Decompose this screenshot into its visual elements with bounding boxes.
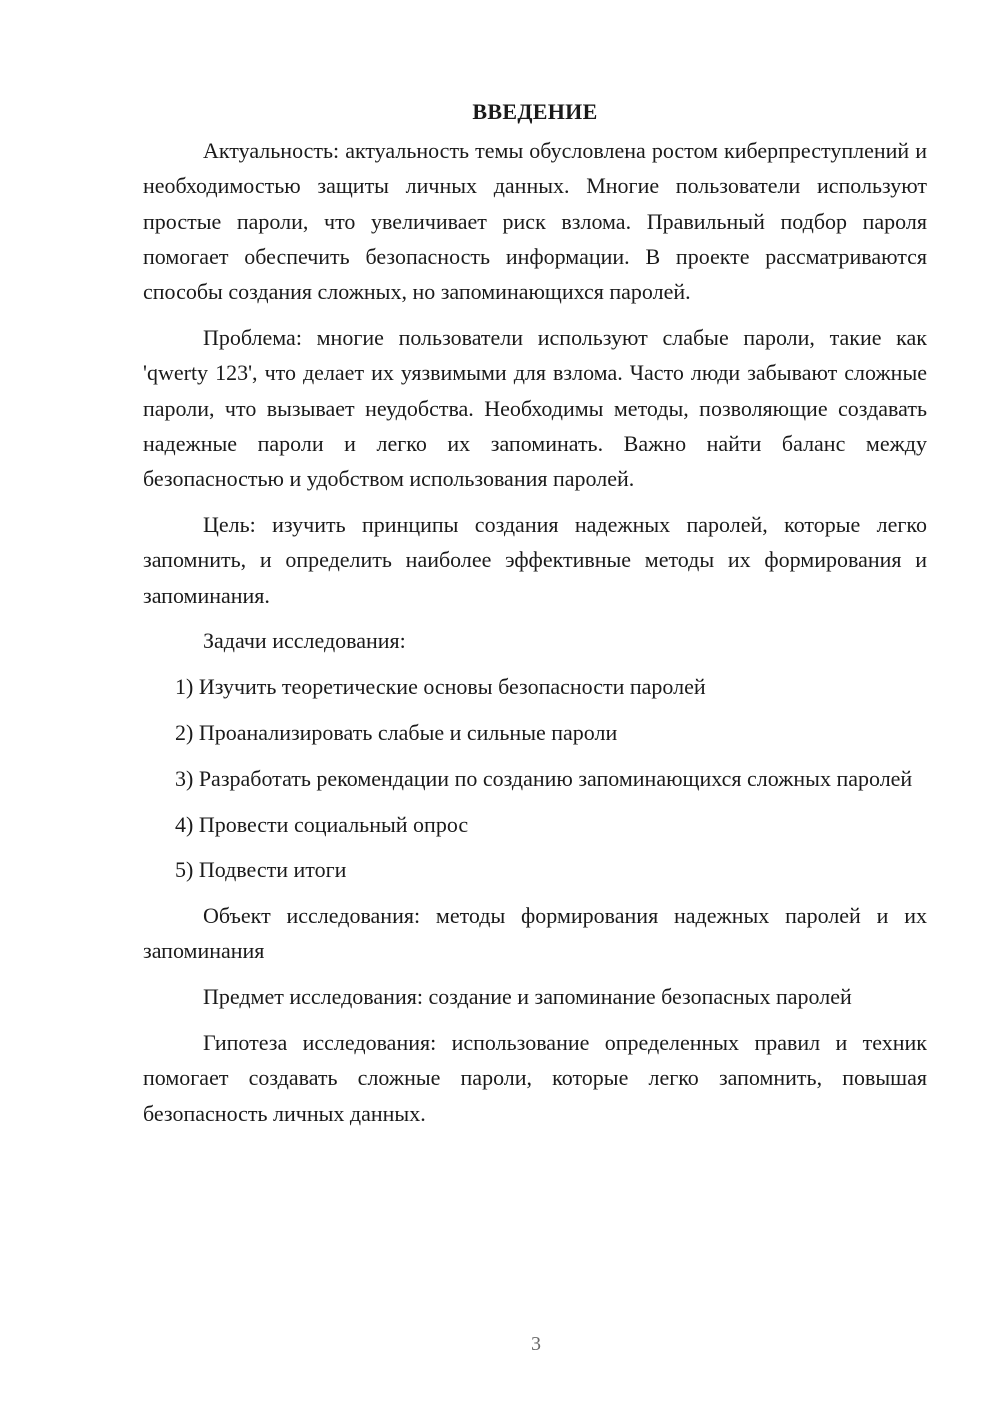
subject-paragraph: Предмет исследования: создание и запоминание безопасных паролей — [203, 984, 852, 1010]
page-number: 3 — [531, 1333, 541, 1355]
relevance-paragraph: Актуальность: актуальность темы обусловлена ростом киберпреступлений и необходимостью защиты личных данных. Многие пользователи используют простые пароли, что увеличивает риск взлома. Правильный подбор пароля помогает обеспечить безопасность информации. В проекте рассматриваются способы создания сложных, но запоминающихся паролей. — [143, 138, 927, 305]
tasks-title: Задачи исследования: — [203, 628, 406, 654]
task-item-2: 2) Проанализировать слабые и сильные пароли — [175, 719, 618, 745]
task-item-4: 4) Провести социальный опрос — [175, 811, 469, 837]
object-paragraph: Объект исследования: методы формирования надежных паролей и их запоминания — [143, 903, 927, 964]
hypothesis-paragraph: Гипотеза исследования: использование определенных правил и техник помогает создавать сложные пароли, которые легко запомнить, повышая безопасность личных данных. — [143, 1030, 927, 1126]
page-content — [143, 97, 927, 1141]
task-item-5: 5) Подвести итоги — [175, 857, 347, 883]
section-heading: ВВЕДЕНИЕ — [472, 99, 598, 124]
problem-paragraph: Проблема: многие пользователи используют слабые пароли, такие как 'qwerty 123', что делает их уязвимыми для взлома. Часто люди забывают сложные пароли, что вызывает неудобства. Необходимы методы, позволяющие создавать надежные пароли и легко их запоминать. Важно найти баланс между безопасностью и удобством использования паролей. — [143, 324, 927, 492]
task-item-3: 3) Разработать рекомендации по созданию запоминающихся сложных паролей — [175, 765, 913, 791]
task-item-1: 1) Изучить теоретические основы безопасности паролей — [175, 674, 706, 700]
goal-paragraph: Цель: изучить принципы создания надежных паролей, которые легко запомнить, и определить наиболее эффективные методы их формирования и запоминания. — [143, 511, 927, 608]
